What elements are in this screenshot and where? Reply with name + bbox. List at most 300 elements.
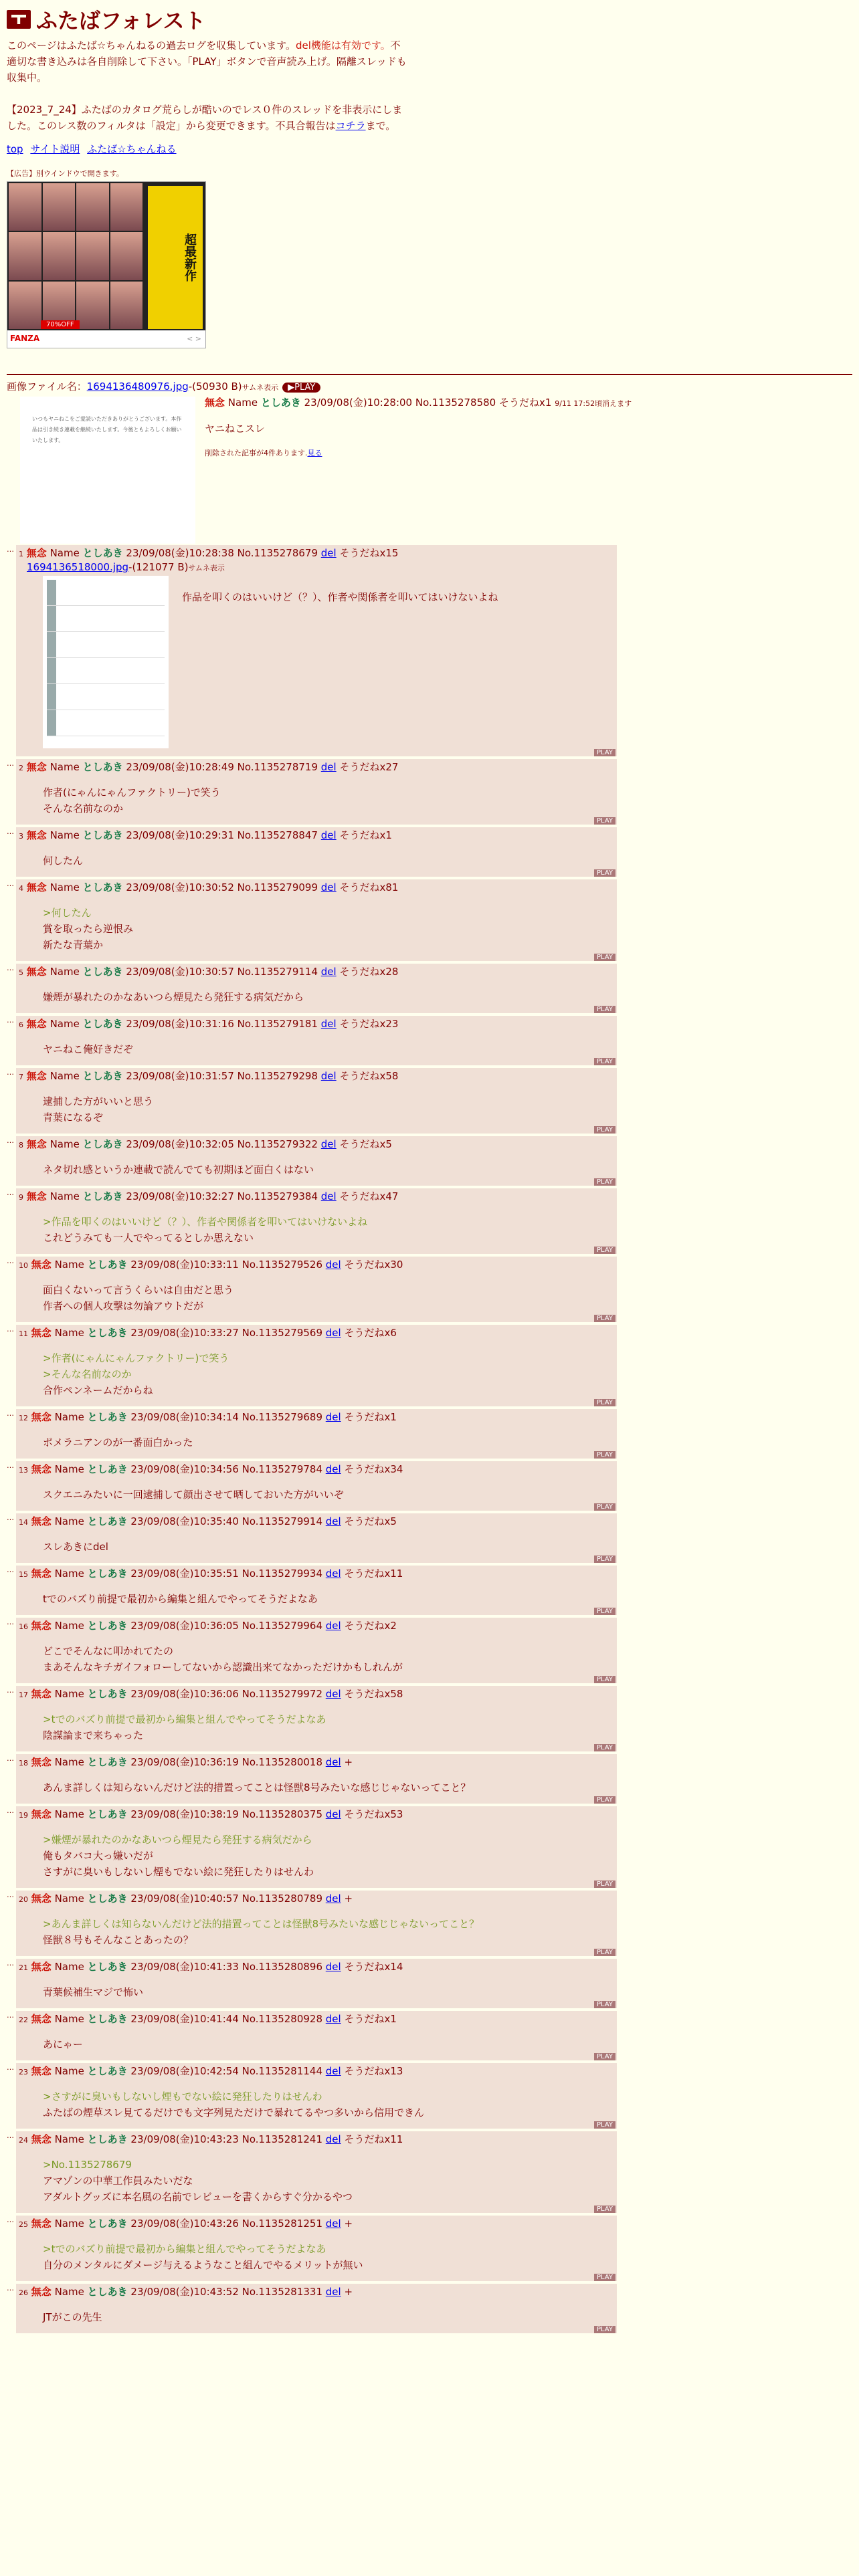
reply-line: 作者(にゃんにゃんファクトリー)で笑う	[43, 786, 221, 798]
reply-sodane[interactable]: そうだねx11	[344, 1568, 403, 1580]
reply-date: 23/09/08(金)10:41:33	[130, 1961, 239, 1973]
reply-play-button[interactable]: PLAY	[594, 1796, 615, 1804]
reply-del-link[interactable]: del	[320, 1018, 337, 1030]
reply-subject: 無念	[26, 1138, 47, 1150]
reply-line: 逮捕した方がいいと思う	[43, 1095, 154, 1107]
reply-play-button[interactable]: PLAY	[594, 1608, 615, 1615]
reply-header	[19, 2012, 614, 2027]
reply-header	[19, 2133, 614, 2147]
reply-dots: …	[7, 1188, 14, 1197]
op-info	[205, 395, 632, 458]
reply-play-button[interactable]: PLAY	[594, 869, 615, 877]
reply-index: 22	[19, 2016, 28, 2024]
op-deleted-link[interactable]: 見る	[307, 449, 322, 457]
reply-date: 23/09/08(金)10:36:19	[130, 1756, 239, 1768]
reply-number: No.1135280789	[242, 1893, 322, 1905]
reply-row	[7, 1754, 617, 1804]
reply-file-link[interactable]: 1694136518000.jpg	[27, 561, 129, 573]
reply-dots: …	[7, 879, 14, 888]
reply-del-link[interactable]: del	[325, 1756, 341, 1768]
reply-body	[43, 1350, 614, 1398]
op-thumbnail[interactable]	[20, 397, 195, 544]
reply-del-link[interactable]: del	[325, 2218, 341, 2230]
intro-line1c: 不適切な書き込みは各自削除して下さい。「PLAY」ボタンで音声読み上げ。隔離スレッドも収集中。	[7, 39, 407, 84]
reply-date: 23/09/08(金)10:28:49	[126, 761, 234, 773]
reply-del-link[interactable]: del	[325, 1688, 341, 1700]
reply-del-link[interactable]: del	[320, 761, 337, 773]
reply-del-link[interactable]: del	[325, 1961, 341, 1973]
op-file-link[interactable]: 1694136480976.jpg	[86, 381, 189, 393]
reply-date: 23/09/08(金)10:40:57	[130, 1893, 239, 1905]
reply-row	[7, 1686, 617, 1751]
reply-dots: …	[7, 1461, 14, 1470]
reply-body	[43, 784, 614, 817]
reply-number: No.1135280928	[242, 2013, 322, 2025]
reply-index: 26	[19, 2288, 28, 2297]
reply-sodane[interactable]: そうだねx6	[344, 1327, 397, 1339]
reply-index: 11	[19, 1329, 28, 1338]
reply-quote: >嫌煙が暴れたのかなあいつら煙見たら発狂する病気だから	[43, 1834, 312, 1846]
reply-index: 4	[19, 884, 23, 893]
reply-row	[7, 1513, 617, 1563]
reply-sodane[interactable]: +	[344, 1893, 353, 1905]
reply-play-button[interactable]: PLAY	[594, 817, 615, 825]
reply-number: No.1135279569	[242, 1327, 322, 1339]
reply-date: 23/09/08(金)10:36:05	[130, 1620, 239, 1632]
reply-date: 23/09/08(金)10:43:52	[130, 2286, 239, 2298]
reply-del-link[interactable]: del	[325, 1411, 341, 1423]
reply	[16, 1188, 617, 1254]
reply-sodane[interactable]: そうだねx27	[339, 761, 399, 773]
reply-del-link[interactable]: del	[325, 1568, 341, 1580]
reply-index: 17	[19, 1691, 28, 1699]
reply-del-link[interactable]: del	[320, 1070, 337, 1082]
reply-body	[43, 2309, 614, 2325]
reply-line: まあそんなキチガイフォローしてないから認識出来てなかっただけかもしれんが	[43, 1661, 403, 1673]
reply-date: 23/09/08(金)10:33:11	[130, 1259, 239, 1271]
reply-header	[19, 1755, 614, 1770]
reply-play-button[interactable]: PLAY	[594, 1058, 615, 1065]
reply-dots: …	[7, 1959, 14, 1967]
reply-number: No.1135280018	[242, 1756, 322, 1768]
reply-sodane[interactable]: +	[344, 2218, 353, 2230]
reply-del-link[interactable]: del	[325, 1808, 341, 1820]
reply-line: スレあきにdel	[43, 1541, 108, 1553]
reply-name-label: Name	[54, 1327, 84, 1339]
reply-dots: …	[7, 1806, 14, 1815]
reply-date: 23/09/08(金)10:31:16	[126, 1018, 234, 1030]
reply	[16, 1325, 617, 1406]
reply-del-link[interactable]: del	[320, 881, 337, 893]
reply-number: No.1135281144	[242, 2065, 322, 2077]
reply-del-link[interactable]: del	[320, 1190, 337, 1202]
reply-line: 俺もタバコ大っ嫌いだが	[43, 1850, 153, 1862]
reply-sodane[interactable]: そうだねx58	[344, 1688, 403, 1700]
reply-quote: >そんな名前なのか	[43, 1368, 132, 1380]
reply-line: 嫌煙が暴れたのかなあいつら煙見たら発狂する病気だから	[43, 991, 304, 1003]
reply-row	[7, 1257, 617, 1322]
reply-number: No.1135279114	[237, 966, 318, 978]
reply-name-label: Name	[50, 1138, 80, 1150]
reply-body	[43, 1984, 614, 2000]
reply-del-link[interactable]: del	[320, 829, 337, 841]
reply-number: No.1135281251	[242, 2218, 322, 2230]
reply-date: 23/09/08(金)10:34:14	[130, 1411, 239, 1423]
reply-sodane[interactable]: そうだねx1	[344, 2013, 397, 2025]
reply-name-label: Name	[50, 881, 80, 893]
op-play-button[interactable]: ▶PLAY	[282, 383, 320, 393]
ad-banner[interactable]	[7, 181, 206, 348]
reply-number: No.1135281241	[242, 2133, 322, 2145]
reply-row	[7, 1068, 617, 1134]
reply-row	[7, 1325, 617, 1406]
reply-del-link[interactable]: del	[325, 1327, 341, 1339]
reply-name-label: Name	[54, 1688, 84, 1700]
reply-del-link[interactable]: del	[325, 1893, 341, 1905]
nav-links	[7, 142, 852, 156]
reply-body	[43, 1643, 614, 1675]
reply-name: としあき	[82, 966, 123, 978]
reply-name-label: Name	[54, 1961, 84, 1973]
reply-header	[19, 1138, 614, 1152]
ad-nav-icon[interactable]: < >	[187, 334, 201, 343]
reply-quote: >作品を叩くのはいいけど（？）、作者や関係者を叩いてはいけないよね	[43, 1216, 368, 1228]
reply-subject: 無念	[31, 1756, 52, 1768]
reply-row	[7, 1409, 617, 1459]
reply-index: 16	[19, 1622, 28, 1631]
reply-sodane[interactable]: そうだねx30	[344, 1259, 403, 1271]
reply-header	[19, 1567, 614, 1582]
reply-line: アダルトグッズに本名風の名前でレビューを書くからすぐ分かるやつ	[43, 2191, 353, 2203]
op-deleted-text: 削除された記事が4件あります.	[205, 449, 308, 457]
reply-date: 23/09/08(金)10:31:57	[126, 1070, 234, 1082]
reply-play-button[interactable]: PLAY	[594, 1744, 615, 1751]
reply-subject: 無念	[31, 1411, 52, 1423]
reply-sodane[interactable]: そうだねx23	[339, 1018, 399, 1030]
reply-sodane[interactable]: そうだねx14	[344, 1961, 403, 1973]
reply-line: これどうみても一人でやってるとしか思えない	[43, 1232, 254, 1244]
op-file-size: -(50930 B)	[188, 381, 242, 393]
reply-name-label: Name	[54, 2286, 84, 2298]
reply-row	[7, 2063, 617, 2129]
reply-header	[19, 1326, 614, 1341]
reply-play-button[interactable]: PLAY	[594, 749, 615, 756]
reply-index: 9	[19, 1193, 23, 1202]
reply-name: としあき	[87, 1688, 128, 1700]
reply-del-link[interactable]: del	[325, 2013, 341, 2025]
reply-sodane[interactable]: そうだねx53	[344, 1808, 403, 1820]
reply-line: 何したん	[43, 855, 84, 867]
reply-subject: 無念	[31, 1620, 52, 1632]
reply-play-button[interactable]: PLAY	[594, 1315, 615, 1322]
reply-subject: 無念	[31, 2065, 52, 2077]
reply-line: アマゾンの中華工作員みたいだな	[43, 2175, 193, 2187]
reply	[16, 1257, 617, 1322]
reply-dots: …	[7, 1409, 14, 1418]
reply-date: 23/09/08(金)10:33:27	[130, 1327, 239, 1339]
reply-play-button[interactable]: PLAY	[594, 1247, 615, 1254]
reply-play-button[interactable]: PLAY	[594, 1399, 615, 1406]
reply-header	[19, 2064, 614, 2079]
reply-line: ヤニねこ俺好きだぞ	[43, 1043, 134, 1055]
reply-row	[7, 2011, 617, 2060]
reply-thumb-note: サムネ表示	[188, 564, 225, 572]
bug-report-link[interactable]: コチラ	[335, 120, 366, 132]
reply-dots: …	[7, 1016, 14, 1025]
reply-subject: 無念	[31, 1688, 52, 1700]
reply-sodane[interactable]: そうだねx11	[344, 2133, 403, 2145]
reply-line: 作者への個人攻撃は勿論アウトだが	[43, 1300, 204, 1312]
reply-sodane[interactable]: そうだねx2	[344, 1620, 397, 1632]
reply-name-label: Name	[50, 547, 80, 559]
reply-dots: …	[7, 2131, 14, 2140]
reply-del-link[interactable]: del	[325, 1259, 341, 1271]
reply-sodane[interactable]: そうだねx15	[339, 547, 399, 559]
reply-dots: …	[7, 964, 14, 972]
reply-row	[7, 1566, 617, 1615]
reply-name: としあき	[87, 1568, 128, 1580]
reply-dots: …	[7, 1566, 14, 1574]
reply-dots: …	[7, 1686, 14, 1695]
reply-del-link[interactable]: del	[320, 966, 337, 978]
site-title	[7, 5, 852, 33]
reply-date: 23/09/08(金)10:32:27	[126, 1190, 234, 1202]
reply-play-button[interactable]: PLAY	[594, 1126, 615, 1134]
reply-line: 青葉になるぞ	[43, 1111, 104, 1123]
reply-line: 合作ペンネームだからね	[43, 1384, 153, 1396]
reply-subject: 無念	[31, 2133, 52, 2145]
reply-date: 23/09/08(金)10:41:44	[130, 2013, 239, 2025]
reply-number: No.1135279384	[237, 1190, 318, 1202]
op-number: No.1135278580	[415, 397, 496, 409]
futaba-link[interactable]: ふたば☆ちゃんねる	[87, 143, 177, 155]
reply-play-button[interactable]: PLAY	[594, 1006, 615, 1013]
reply-name: としあき	[82, 547, 123, 559]
reply-play-button[interactable]: PLAY	[594, 1178, 615, 1186]
reply-play-button[interactable]: PLAY	[594, 1555, 615, 1563]
reply-index: 8	[19, 1141, 23, 1150]
reply-sodane[interactable]: +	[344, 1756, 353, 1768]
reply-name-label: Name	[54, 1756, 84, 1768]
top-link[interactable]: top	[7, 143, 23, 155]
reply-index: 13	[19, 1466, 28, 1475]
reply-name-label: Name	[54, 2133, 84, 2145]
reply-play-button[interactable]: PLAY	[594, 2206, 615, 2213]
reply-body	[43, 1214, 614, 1246]
reply-del-link[interactable]: del	[320, 1138, 337, 1150]
reply-dots: …	[7, 2063, 14, 2072]
reply	[16, 1409, 617, 1459]
ad-brand: FANZA	[10, 334, 40, 343]
reply-file-size: -(121077 B)	[128, 561, 189, 573]
op-thumb-note: サムネ表示	[242, 383, 279, 392]
reply-subject: 無念	[31, 2218, 52, 2230]
reply-header	[19, 1687, 614, 1702]
reply-sodane[interactable]: そうだねx47	[339, 1190, 399, 1202]
reply-del-link[interactable]: del	[325, 1515, 341, 1527]
reply-date: 23/09/08(金)10:36:06	[130, 1688, 239, 1700]
reply-play-button[interactable]: PLAY	[594, 1676, 615, 1683]
reply	[16, 1566, 617, 1615]
reply-quote: >作者(にゃんにゃんファクトリー)で笑う	[43, 1352, 229, 1364]
reply-dots: …	[7, 759, 14, 768]
reply-name: としあき	[87, 1515, 128, 1527]
reply-date: 23/09/08(金)10:32:05	[126, 1138, 234, 1150]
reply-subject: 無念	[31, 2286, 52, 2298]
reply-dots: …	[7, 1754, 14, 1763]
reply-header	[19, 1619, 614, 1634]
reply-sodane[interactable]: そうだねx1	[339, 829, 392, 841]
reply-line: 面白くないって言うくらいは自由だと思う	[43, 1284, 234, 1296]
reply-sodane[interactable]: そうだねx34	[344, 1463, 403, 1475]
reply-row	[7, 2216, 617, 2281]
reply-number: No.1135281331	[242, 2286, 322, 2298]
reply-name: としあき	[87, 2013, 128, 2025]
reply-play-button[interactable]: PLAY	[594, 2001, 615, 2008]
reply-body	[43, 1434, 614, 1451]
reply-play-button[interactable]: PLAY	[594, 1881, 615, 1888]
ad-image-grid	[9, 183, 142, 329]
op-expire: 9/11 17:52頃消えます	[555, 399, 632, 408]
op-body: ヤニねこスレ	[205, 423, 266, 435]
reply	[16, 1016, 617, 1065]
reply-del-link[interactable]: del	[320, 547, 337, 559]
op-date: 23/09/08(金)10:28:00	[304, 397, 413, 409]
reply-dots: …	[7, 1618, 14, 1626]
reply-del-link[interactable]: del	[325, 1620, 341, 1632]
reply-row	[7, 827, 617, 877]
reply-name-label: Name	[54, 2218, 84, 2230]
reply-index: 10	[19, 1261, 28, 1270]
about-link[interactable]: サイト説明	[30, 143, 80, 155]
reply-index: 15	[19, 1570, 28, 1579]
reply	[16, 2216, 617, 2281]
reply-body	[43, 1282, 614, 1314]
reply-number: No.1135279181	[237, 1018, 318, 1030]
reply-header	[19, 1410, 614, 1425]
reply-sodane[interactable]: そうだねx28	[339, 966, 399, 978]
reply-body	[43, 1487, 614, 1503]
intro-line2b: まで。	[365, 120, 396, 132]
reply-date: 23/09/08(金)10:30:57	[126, 966, 234, 978]
reply-sodane[interactable]: そうだねx13	[344, 2065, 403, 2077]
reply-line: ネタ切れ感というか連載で読んでても初期ほど面白くはない	[43, 1164, 314, 1176]
reply-subject: 無念	[31, 1327, 52, 1339]
reply-name: としあき	[82, 761, 123, 773]
reply-date: 23/09/08(金)10:38:19	[130, 1808, 239, 1820]
reply-sodane[interactable]: そうだねx81	[339, 881, 399, 893]
reply-line: 怪獣８号もそんなことあったの？	[43, 1934, 193, 1946]
reply-body	[43, 2088, 614, 2121]
reply-subject: 無念	[26, 966, 47, 978]
reply-play-button[interactable]: PLAY	[594, 1949, 615, 1956]
reply-header	[19, 1808, 614, 1822]
reply-subject: 無念	[31, 1259, 52, 1271]
reply-dots: …	[7, 1325, 14, 1333]
reply-sodane[interactable]: そうだねx1	[344, 1411, 397, 1423]
reply-play-button[interactable]: PLAY	[594, 2121, 615, 2129]
reply-name: としあき	[87, 1259, 128, 1271]
reply-header	[19, 829, 614, 843]
reply-name-label: Name	[54, 1515, 84, 1527]
reply-del-link[interactable]: del	[325, 2133, 341, 2145]
reply-name-label: Name	[54, 1568, 84, 1580]
reply-header	[19, 1258, 614, 1273]
reply-date: 23/09/08(金)10:29:31	[126, 829, 234, 841]
reply-index: 1	[19, 550, 23, 558]
reply-name-label: Name	[54, 1411, 84, 1423]
reply-date: 23/09/08(金)10:35:40	[130, 1515, 239, 1527]
reply-header	[19, 1960, 614, 1975]
reply-dots: …	[7, 1257, 14, 1265]
reply-index: 24	[19, 2136, 28, 2145]
reply-play-button[interactable]: PLAY	[594, 2274, 615, 2281]
reply-subject: 無念	[26, 547, 47, 559]
reply-name: としあき	[87, 1463, 128, 1475]
reply-thumbnail[interactable]	[43, 576, 169, 748]
reply-index: 18	[19, 1759, 28, 1767]
op-deleted-note	[205, 447, 632, 458]
reply	[16, 2284, 617, 2333]
reply-play-button[interactable]: PLAY	[594, 2053, 615, 2060]
reply	[16, 1068, 617, 1134]
reply	[16, 2131, 617, 2213]
reply-del-link[interactable]: del	[325, 1463, 341, 1475]
reply-index: 12	[19, 1414, 28, 1422]
reply-play-button[interactable]: PLAY	[594, 1451, 615, 1459]
reply-subject: 無念	[31, 1893, 52, 1905]
reply-line: ポメラニアンのが一番面白かった	[43, 1436, 193, 1448]
reply-sodane[interactable]: そうだねx5	[344, 1515, 397, 1527]
reply-name-label: Name	[54, 2013, 84, 2025]
reply-name-label: Name	[54, 1808, 84, 1820]
reply-row	[7, 545, 617, 756]
reply-name-label: Name	[54, 1893, 84, 1905]
reply-line: JTがこの先生	[43, 2311, 102, 2323]
reply-play-button[interactable]: PLAY	[594, 1503, 615, 1511]
reply-number: No.1135279689	[242, 1411, 322, 1423]
reply-del-link[interactable]: del	[325, 2065, 341, 2077]
op-file-line	[7, 379, 852, 393]
reply-sodane[interactable]: +	[344, 2286, 353, 2298]
reply-name: としあき	[82, 881, 123, 893]
reply-play-button[interactable]: PLAY	[594, 954, 615, 961]
reply-name: としあき	[87, 1961, 128, 1973]
site-title-text: ふたばフォレスト	[36, 8, 206, 33]
reply-header	[19, 965, 614, 980]
reply-subject: 無念	[31, 1568, 52, 1580]
reply-del-link[interactable]: del	[325, 2286, 341, 2298]
reply-play-button[interactable]: PLAY	[594, 2326, 615, 2333]
reply-number: No.1135280896	[242, 1961, 322, 1973]
op-sodane[interactable]: そうだねx1	[499, 397, 552, 409]
intro-text	[7, 37, 408, 134]
reply-subject: 無念	[26, 1190, 47, 1202]
reply-date: 23/09/08(金)10:28:38	[126, 547, 234, 559]
reply-index: 3	[19, 832, 23, 841]
reply-subject: 無念	[31, 1808, 52, 1820]
reply-number: No.1135280375	[242, 1808, 322, 1820]
reply	[16, 2063, 617, 2129]
reply-sodane[interactable]: そうだねx58	[339, 1070, 399, 1082]
reply-header	[19, 546, 614, 561]
reply-sodane[interactable]: そうだねx5	[339, 1138, 392, 1150]
reply-name: としあき	[87, 1411, 128, 1423]
reply-body	[43, 1780, 614, 1796]
reply-row	[7, 879, 617, 961]
reply-body	[43, 1916, 614, 1948]
reply-date: 23/09/08(金)10:34:56	[130, 1463, 239, 1475]
